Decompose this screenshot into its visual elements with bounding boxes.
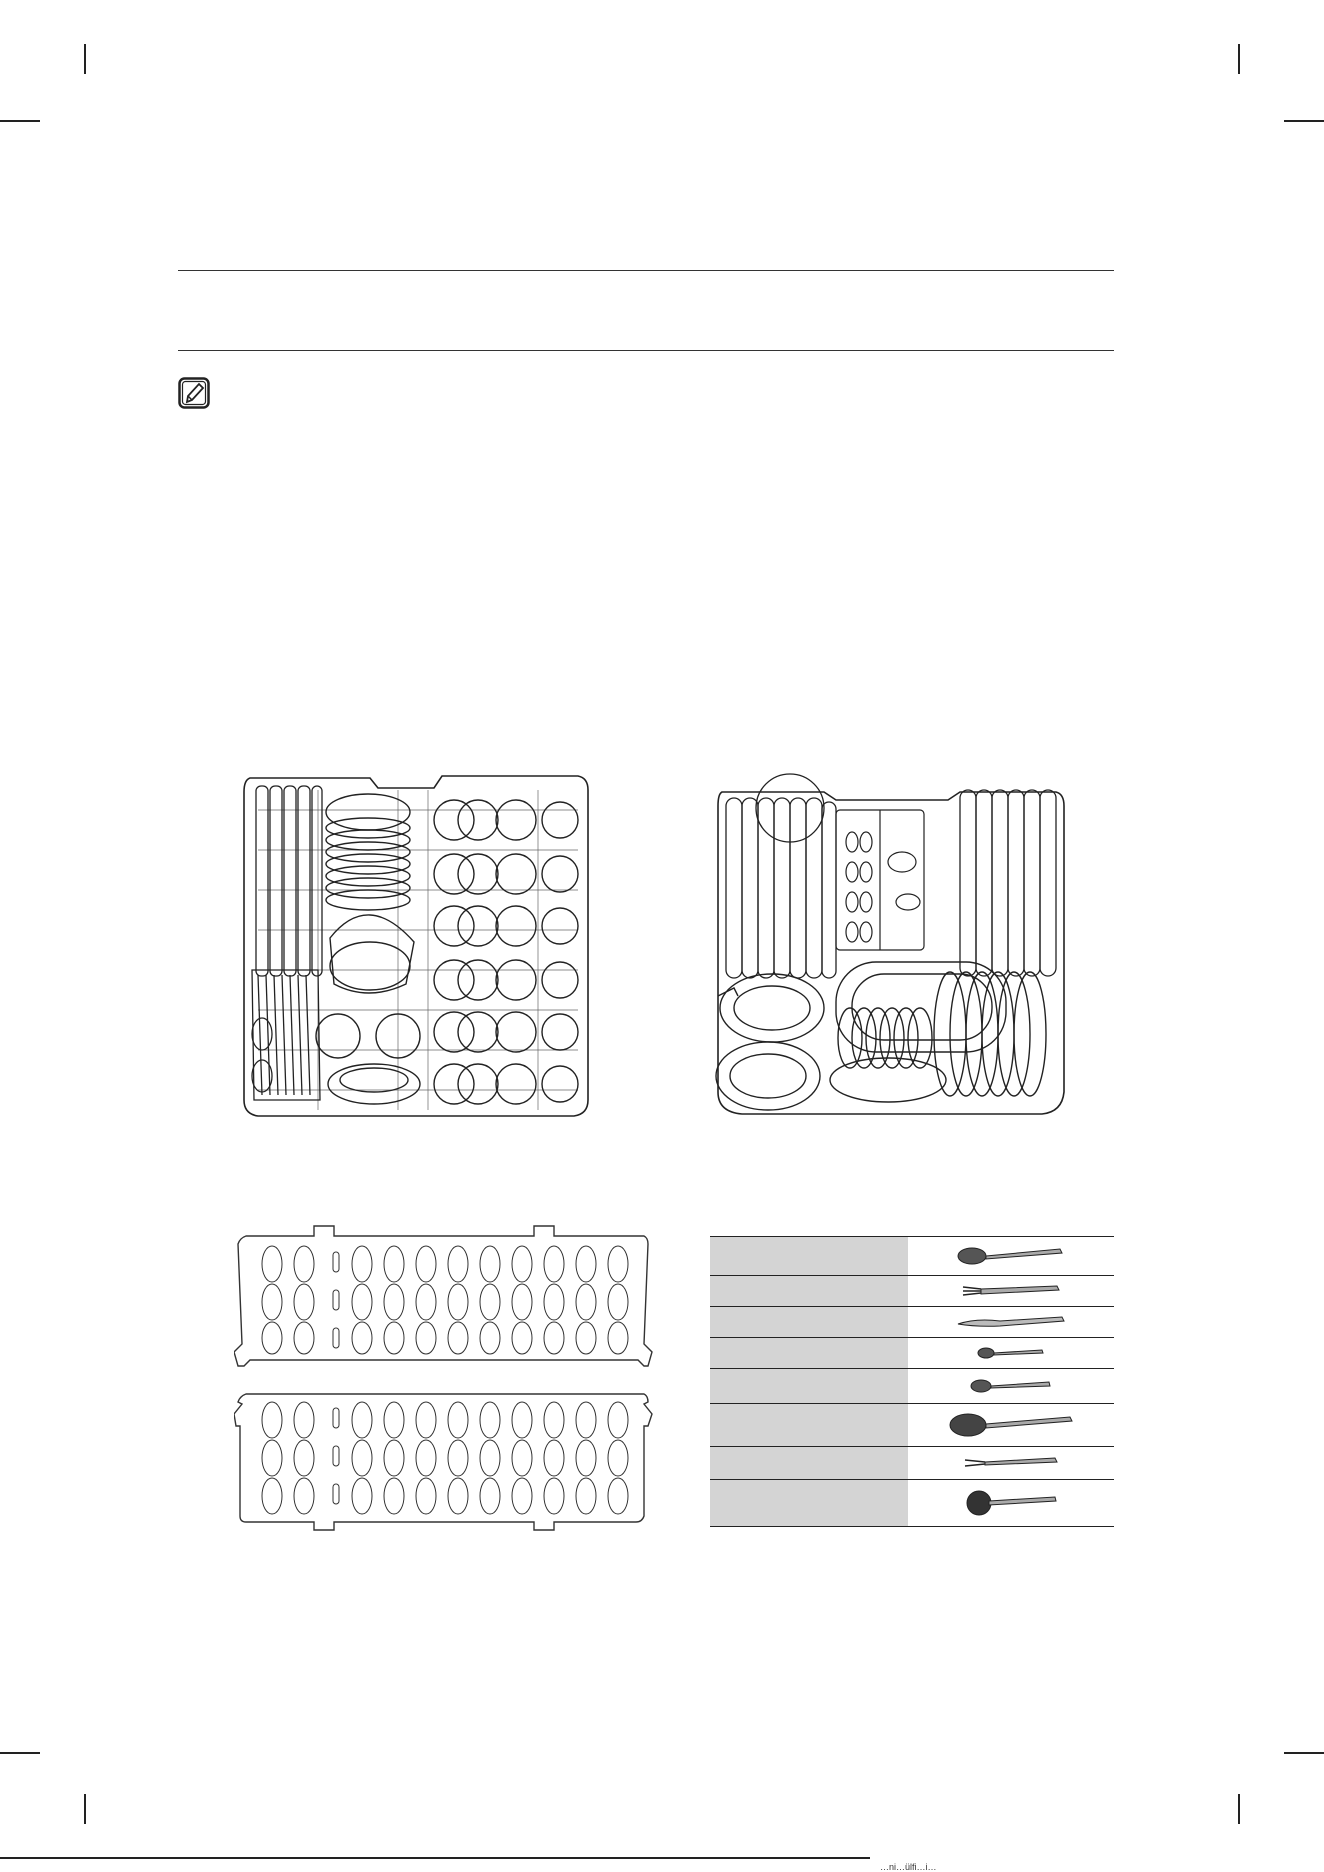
note-icon — [178, 377, 210, 409]
soup-spoon-icon — [908, 1237, 1114, 1275]
crop-mark — [1238, 1794, 1240, 1824]
crop-mark — [84, 1794, 86, 1824]
cutlery-label — [710, 1447, 908, 1479]
knife-icon — [908, 1307, 1114, 1337]
crop-mark — [1238, 44, 1240, 74]
lower-rack-illustration — [712, 762, 1068, 1122]
table-row — [710, 1369, 1114, 1404]
dessert-spoon-icon — [908, 1369, 1114, 1403]
serving-spoon-icon — [908, 1404, 1114, 1446]
table-row — [710, 1404, 1114, 1447]
teaspoon-icon — [908, 1338, 1114, 1368]
table-row — [710, 1447, 1114, 1480]
cutlery-label — [710, 1338, 908, 1368]
crop-mark — [0, 120, 40, 122]
serving-fork-icon — [908, 1447, 1114, 1479]
table-row — [710, 1276, 1114, 1307]
table-row — [710, 1236, 1114, 1276]
crop-mark — [84, 44, 86, 74]
footer-text: …ni…ülfi…i… — [880, 1862, 937, 1872]
table-row — [710, 1307, 1114, 1338]
cutlery-label — [710, 1307, 908, 1337]
crop-mark — [1284, 1752, 1324, 1754]
crop-mark — [0, 1752, 40, 1754]
crop-mark — [1284, 120, 1324, 122]
cutlery-label — [710, 1237, 908, 1275]
upper-rack-illustration — [238, 770, 594, 1120]
header-rule-bottom — [178, 350, 1114, 351]
bottom-rule — [0, 1857, 870, 1859]
table-row — [710, 1480, 1114, 1527]
cutlery-label — [710, 1404, 908, 1446]
fork-icon — [908, 1276, 1114, 1306]
cutlery-table — [710, 1236, 1114, 1527]
cutlery-label — [710, 1369, 908, 1403]
gravy-ladle-icon — [908, 1480, 1114, 1526]
table-row — [710, 1338, 1114, 1369]
cutlery-label — [710, 1480, 908, 1526]
header-rule-top — [178, 270, 1114, 271]
cutlery-label — [710, 1276, 908, 1306]
cutlery-basket-illustration — [234, 1220, 654, 1540]
